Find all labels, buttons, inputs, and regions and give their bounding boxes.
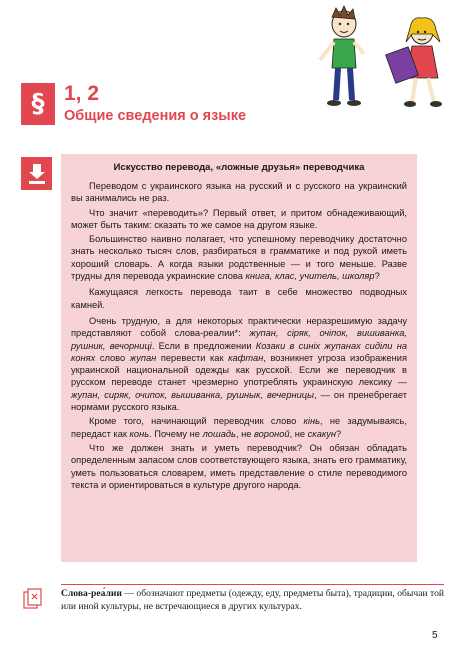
paragraph: Большинство наивно полагает, что успешному переводчику достаточно знать несколько тысяч слов, разбираться в грамматике и под рукой иметь хороший словарь. А когда языки родственные — и того меньше. Разве трудны для перевода украинские слова книга, клас, учитель, школяр? bbox=[71, 234, 407, 282]
footnote bbox=[61, 588, 444, 613]
footnote-divider bbox=[61, 584, 444, 585]
panel-body bbox=[71, 180, 407, 493]
paragraph: Кроме того, начинающий переводчик слово кінь, не задумываясь, передаст как конь. Почему не лошадь, не вороной, не скакун? bbox=[71, 416, 407, 439]
section-symbol: § bbox=[21, 83, 55, 125]
section-number: 1, 2 bbox=[64, 82, 100, 105]
paragraph: Очень трудную, а для некоторых практически неразрешимую задачу представляют собой слова-реалии*: жупан, сіряк, очіпок, вишиванка, рушник, вечорниці. Если в предложении Козаки в синіх жупанах сиділи на конях слово жупан перевести как кафтан, возникнет угроза изображения украинской национальной одежды как русской. Если же переводчик в русском переводе станет чрезмерно употреблять украинскую лексику — жупан, сиряк, очипок, вышиванка, рушнык, вечерницы, — он пренебрегает нормами русского языка. bbox=[71, 315, 408, 413]
paragraph: Что же должен знать и уметь переводчик? Он обязан обладать определенным запасом слов соответствующего языка, знать его грамматику, уметь пользоваться словарем, иметь представление о стиле переводимого текста и ориентироваться в культуре другого народа. bbox=[71, 442, 407, 490]
download-icon bbox=[21, 157, 52, 190]
panel-title: Искусство перевода, «ложные друзья» переводчика bbox=[113, 162, 365, 173]
children-with-book-illustration bbox=[312, 2, 452, 112]
footnote-text: — обозначают предметы (одежду, еду, предметы быта), традиции, обычаи той или иной культуры, не встречающиеся в других культурах. bbox=[61, 588, 444, 612]
section-title: Общие сведения о языке bbox=[64, 108, 247, 124]
footnote-term: Слова-реа́лии bbox=[61, 588, 122, 599]
reading-panel bbox=[61, 154, 417, 562]
paragraph: Что значит «переводить»? Первый ответ, и притом обнадеживающий, может быть таким: сказать то же самое на другом языке. bbox=[71, 207, 407, 230]
paragraph: Переводом с украинского языка на русский и с русского на украинский вы занимались не раз. bbox=[71, 181, 407, 204]
paragraph: Кажущаяся легкость перевода таит в себе множество подводных камней. bbox=[71, 287, 407, 310]
page-number: 5 bbox=[432, 630, 438, 641]
footnote-icon bbox=[21, 587, 45, 611]
